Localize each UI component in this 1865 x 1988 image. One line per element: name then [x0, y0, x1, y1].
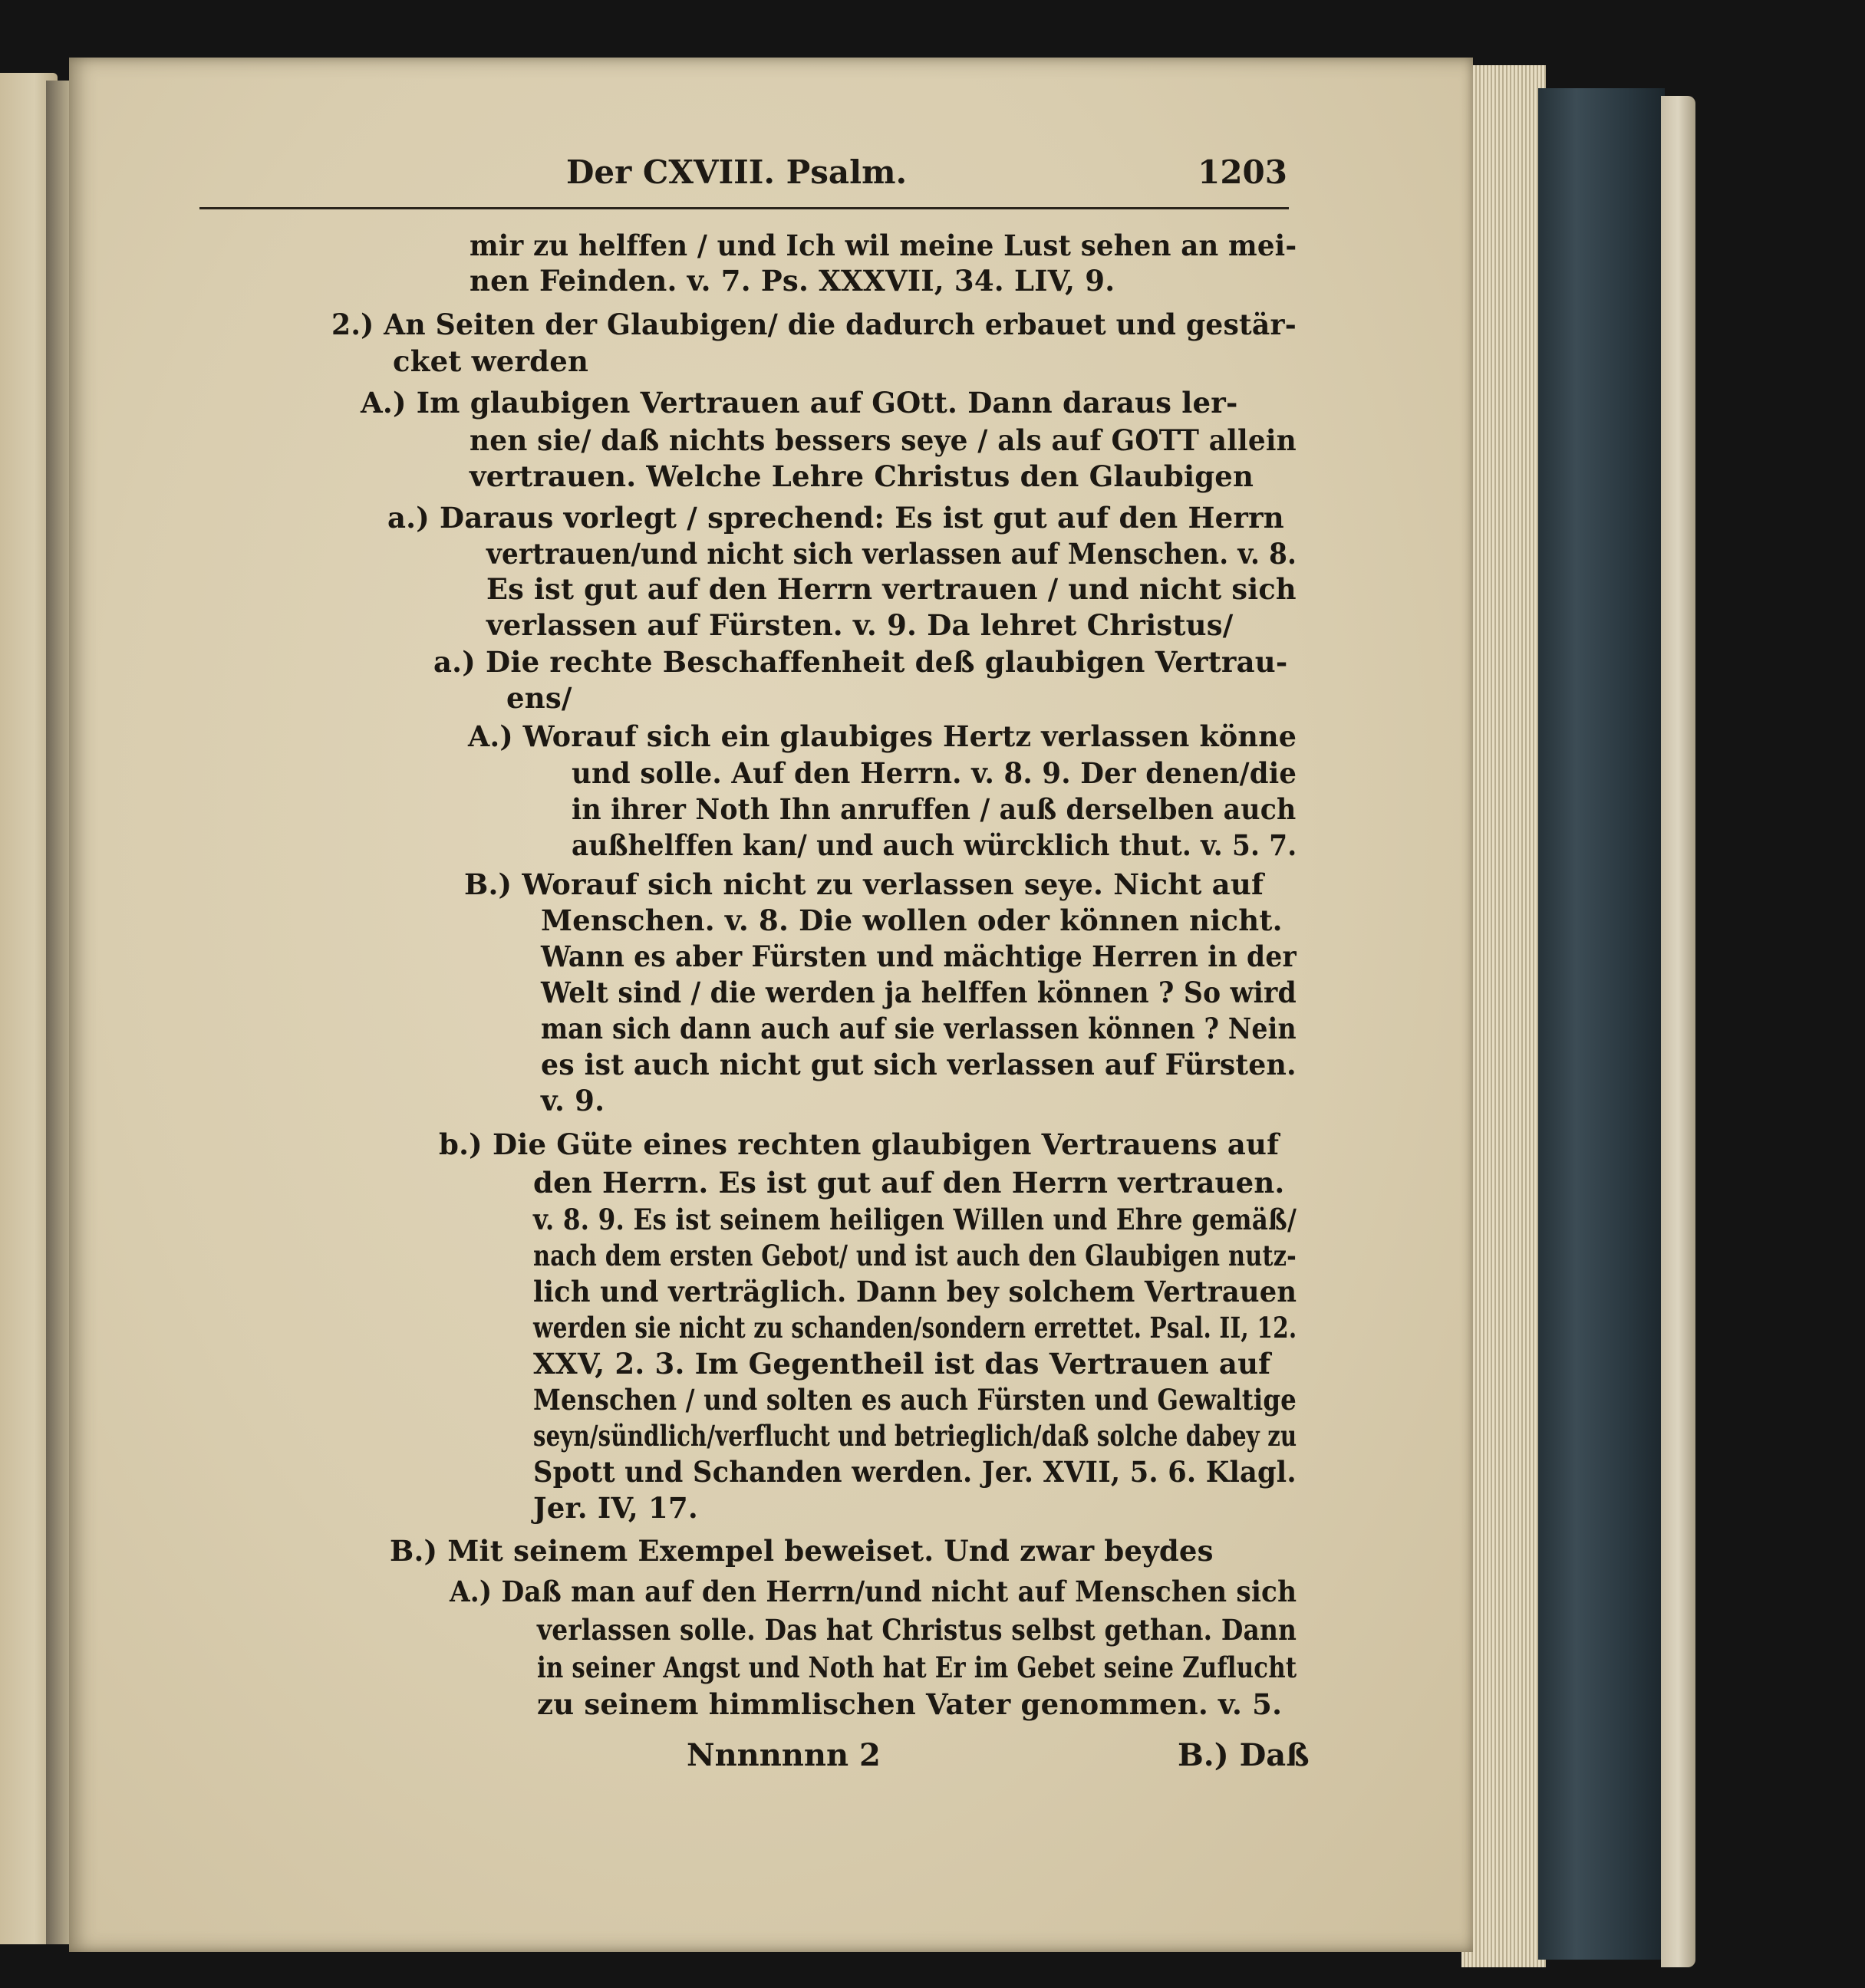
running-header	[566, 153, 1287, 199]
text-line: verlassen auf Fürsten. v. 9. Da lehret Christus/	[486, 608, 1234, 642]
text-line: A.) Daß man auf den Herrn/und nicht auf Menschen sich	[450, 1575, 1297, 1608]
text-line: Es ist gut auf den Herrn vertrauen / und nicht sich	[486, 572, 1297, 606]
text-line: a.) Daraus vorlegt / sprechend: Es ist gut auf den Herrn	[387, 501, 1284, 535]
text-line: mir zu helffen / und Ich wil meine Lust sehen an mei-	[470, 229, 1297, 262]
text-line: Wann es aber Fürsten und mächtige Herren in der	[541, 940, 1297, 973]
text-line: A.) Im glaubigen Vertrauen auf GOtt. Dann daraus ler-	[361, 386, 1238, 420]
text-line: man sich dann auch auf sie verlassen können ? Nein	[541, 1012, 1297, 1045]
text-line: B.) Worauf sich nicht zu verlassen seye. Nicht auf	[464, 867, 1264, 901]
book-edge-dark	[1538, 88, 1665, 1960]
text-line: und solle. Auf den Herrn. v. 8. 9. Der denen/die	[572, 756, 1297, 790]
text-line: nach dem ersten Gebot/ und ist auch den Glaubigen nutz-	[533, 1239, 1297, 1272]
text-line: vertrauen. Welche Lehre Christus den Glaubigen	[470, 459, 1254, 493]
text-line: in ihrer Noth Ihn anruffen / auß derselben auch	[572, 792, 1297, 826]
text-line: cket werden	[393, 344, 589, 378]
text-line: A.) Worauf sich ein glaubiges Hertz verlassen könne	[468, 719, 1297, 753]
text-line: Jer. IV, 17.	[533, 1491, 698, 1525]
text-line: nen Feinden. v. 7. Ps. XXXVII, 34. LIV, 9.	[470, 264, 1115, 298]
running-title: Der CXVIII. Psalm.	[566, 153, 908, 191]
text-line: zu seinem himmlischen Vater genommen. v. 5.	[537, 1687, 1283, 1721]
text-line: den Herrn. Es ist gut auf den Herrn vertrauen.	[533, 1166, 1285, 1200]
page-number: 1203	[1198, 153, 1287, 191]
text-line: 2.) An Seiten der Glaubigen/ die dadurch erbauet und gestär-	[331, 308, 1297, 341]
text-line: v. 8. 9. Es ist seinem heiligen Willen und Ehre gemäß/	[533, 1203, 1297, 1236]
text-line: außhelffen kan/ und auch würcklich thut. v. 5. 7.	[572, 828, 1297, 862]
text-line: vertrauen/und nicht sich verlassen auf Menschen. v. 8.	[486, 537, 1297, 571]
text-line: in seiner Angst und Noth hat Er im Gebet seine Zuflucht	[537, 1651, 1297, 1684]
catchword: B.) Daß	[1178, 1737, 1310, 1773]
header-rule	[199, 207, 1289, 209]
text-line: a.) Die rechte Beschaffenheit deß glaubigen Vertrau-	[433, 645, 1288, 679]
book-cover-edge	[1661, 96, 1695, 1967]
text-line: Spott und Schanden werden. Jer. XVII, 5. 6. Klagl.	[533, 1455, 1297, 1489]
text-line: Welt sind / die werden ja helffen können ? So wird	[541, 976, 1297, 1009]
text-line: Menschen. v. 8. Die wollen oder können nicht.	[541, 903, 1283, 937]
text-line: lich und verträglich. Dann bey solchem Vertrauen	[533, 1275, 1297, 1308]
signature-mark: Nnnnnnn 2	[687, 1737, 881, 1773]
text-line: b.) Die Güte eines rechten glaubigen Vertrauens auf	[439, 1127, 1280, 1161]
text-line: v. 9.	[541, 1084, 605, 1117]
text-line: verlassen solle. Das hat Christus selbst gethan. Dann	[537, 1613, 1297, 1647]
text-line: XXV, 2. 3. Im Gegentheil ist das Vertrauen auf	[533, 1347, 1271, 1381]
page-edges	[1461, 65, 1546, 1967]
text-line: Menschen / und solten es auch Fürsten und Gewaltige	[533, 1383, 1297, 1417]
text-line: werden sie nicht zu schanden/sondern errettet. Psal. II, 12.	[533, 1311, 1297, 1345]
text-line: es ist auch nicht gut sich verlassen auf Fürsten.	[541, 1048, 1297, 1081]
text-line: nen sie/ daß nichts bessers seye / als auf GOTT allein	[470, 423, 1297, 457]
text-line: B.) Mit seinem Exempel beweiset. Und zwar beydes	[390, 1534, 1214, 1568]
text-line: ens/	[506, 681, 572, 715]
text-line: seyn/sündlich/verflucht und betrieglich/daß solche dabey zu	[533, 1419, 1297, 1453]
